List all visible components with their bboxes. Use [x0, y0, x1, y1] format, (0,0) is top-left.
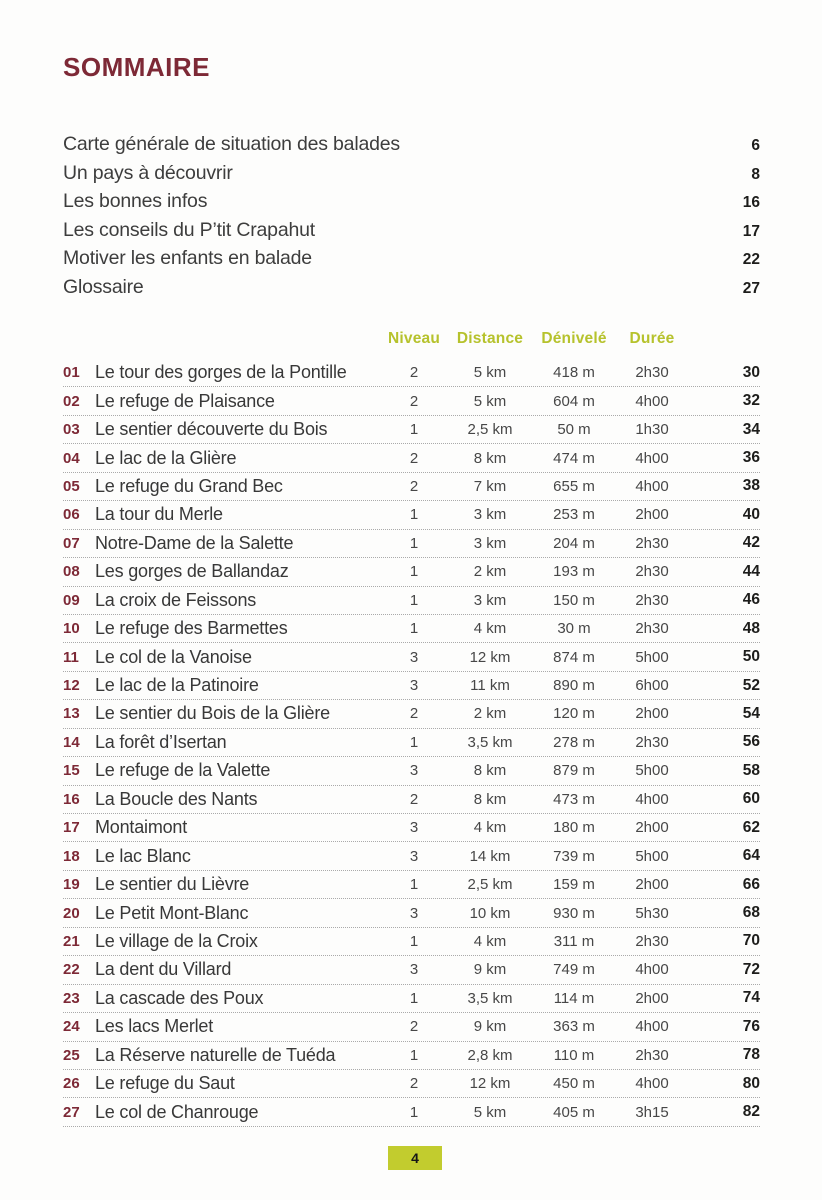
- row-distance-value: 3 km: [473, 591, 507, 609]
- row-niveau-value: 1: [409, 506, 419, 524]
- row-duree-value: 2h30: [635, 932, 669, 950]
- row-number: 23: [63, 989, 80, 1007]
- intro-item-label: Carte générale de situation des balades: [63, 133, 400, 155]
- table-row: [63, 672, 760, 700]
- row-number: 09: [63, 591, 80, 609]
- table-row: [63, 359, 760, 387]
- row-distance-value: 3,5 km: [467, 733, 513, 751]
- table-row: [63, 416, 760, 444]
- row-route-title: Le refuge de Plaisance: [95, 390, 275, 411]
- row-number: 20: [63, 904, 80, 922]
- row-page-number: 72: [742, 960, 760, 978]
- row-denivele-value: 50 m: [557, 421, 591, 439]
- row-distance-value: 8 km: [473, 762, 507, 780]
- row-denivele-value: 110 m: [553, 1046, 595, 1064]
- row-duree-value: 4h00: [635, 449, 669, 467]
- row-denivele-value: 418 m: [553, 364, 595, 382]
- row-denivele-value: 311 m: [553, 932, 595, 950]
- row-niveau-value: 1: [409, 421, 419, 439]
- table-body: [63, 359, 760, 1127]
- row-distance-value: 9 km: [473, 1018, 507, 1036]
- row-denivele-value: 150 m: [553, 591, 595, 609]
- row-number: 02: [63, 392, 80, 410]
- intro-item-page-number: 6: [751, 137, 760, 154]
- row-number: 03: [63, 421, 80, 439]
- row-duree-value: 5h00: [635, 847, 669, 865]
- row-niveau-value: 2: [409, 392, 419, 410]
- row-duree-value: 2h30: [635, 620, 669, 638]
- row-distance-value: 11 km: [470, 677, 510, 695]
- row-distance-value: 5 km: [473, 364, 507, 382]
- row-route-title: Le lac de la Patinoire: [95, 675, 259, 696]
- row-duree-value: 2h00: [635, 876, 669, 894]
- row-denivele-value: 474 m: [553, 449, 595, 467]
- row-number: 10: [63, 620, 80, 638]
- row-distance-value: 8 km: [473, 790, 507, 808]
- row-duree-value: 2h30: [635, 733, 669, 751]
- row-page-number: 60: [742, 790, 760, 808]
- row-number: 04: [63, 449, 80, 467]
- row-number: 13: [63, 705, 80, 723]
- row-denivele-value: 655 m: [553, 477, 595, 495]
- row-distance-value: 7 km: [473, 477, 507, 495]
- intro-item: [63, 133, 760, 162]
- row-route-title: Le tour des gorges de la Pontille: [95, 362, 347, 383]
- row-niveau-value: 1: [409, 534, 419, 552]
- table-row: [63, 1098, 760, 1126]
- row-duree-value: 5h00: [635, 648, 669, 666]
- intro-item-page-number: 8: [751, 165, 760, 183]
- row-denivele-value: 30 m: [557, 620, 591, 638]
- row-number: 19: [63, 876, 80, 894]
- footer-page-number: 4: [411, 1150, 419, 1166]
- row-distance-value: 2 km: [473, 705, 507, 723]
- row-page-number: 36: [742, 449, 760, 467]
- table-row: [63, 1070, 760, 1098]
- row-denivele-value: 739 m: [553, 847, 595, 865]
- row-page-number: 80: [742, 1074, 760, 1092]
- row-page-number: 58: [742, 761, 760, 779]
- table-row: [63, 928, 760, 956]
- row-duree-value: 2h30: [635, 364, 669, 382]
- row-route-title: Le lac de la Glière: [95, 447, 237, 468]
- row-niveau-value: 3: [409, 762, 419, 780]
- row-duree-value: 4h00: [635, 1075, 669, 1093]
- row-niveau-value: 2: [409, 449, 419, 467]
- table-row: [63, 530, 760, 558]
- row-distance-value: 5 km: [473, 392, 507, 410]
- intro-item: [63, 276, 760, 305]
- row-page-number: 54: [742, 704, 760, 722]
- row-duree-value: 5h00: [635, 762, 669, 780]
- row-denivele-value: 604 m: [553, 392, 595, 410]
- row-distance-value: 3 km: [473, 534, 507, 552]
- row-route-title: Le refuge des Barmettes: [95, 618, 288, 639]
- table-row: [63, 757, 760, 785]
- row-duree-value: 4h00: [635, 477, 669, 495]
- intro-item-label: Les bonnes infos: [63, 190, 208, 213]
- row-distance-value: 4 km: [473, 819, 507, 837]
- row-niveau-value: 1: [409, 989, 419, 1007]
- row-distance-value: 2,5 km: [467, 421, 513, 439]
- row-number: 07: [63, 534, 80, 552]
- row-route-title: Le refuge de la Valette: [95, 760, 271, 781]
- row-denivele-value: 405 m: [553, 1103, 595, 1121]
- footer-page-number-badge: [388, 1146, 442, 1170]
- row-duree-value: 1h30: [635, 421, 669, 439]
- table-row: [63, 473, 760, 501]
- table-row: [63, 899, 760, 927]
- row-duree-value: 3h15: [635, 1103, 669, 1121]
- intro-list: [63, 133, 760, 305]
- row-route-title: La forêt d’Isertan: [95, 731, 227, 752]
- row-distance-value: 4 km: [473, 620, 507, 638]
- row-duree-value: 4h00: [635, 392, 669, 410]
- row-denivele-value: 874 m: [553, 648, 595, 666]
- table-row: [63, 387, 760, 415]
- row-niveau-value: 3: [409, 677, 419, 695]
- intro-item-page-number: 27: [742, 279, 760, 297]
- row-page-number: 46: [742, 591, 760, 609]
- table-header-row: [63, 329, 760, 349]
- row-route-title: La tour du Merle: [95, 504, 223, 525]
- row-number: 27: [63, 1103, 80, 1121]
- table-row: [63, 871, 760, 899]
- row-number: 18: [63, 847, 80, 865]
- row-niveau-value: 1: [409, 1103, 419, 1121]
- row-route-title: Le village de la Croix: [95, 930, 258, 951]
- row-page-number: 66: [742, 875, 760, 893]
- table-row: [63, 615, 760, 643]
- row-number: 12: [63, 677, 80, 695]
- intro-item-page-number: 16: [742, 194, 760, 212]
- row-distance-value: 10 km: [469, 904, 511, 922]
- row-denivele-value: 253 m: [553, 506, 595, 524]
- intro-item-label: Les conseils du P’tit Crapahut: [63, 218, 315, 241]
- row-distance-value: 9 km: [473, 961, 507, 979]
- row-duree-value: 6h00: [635, 677, 669, 695]
- row-denivele-value: 114 m: [553, 989, 595, 1007]
- row-page-number: 78: [742, 1046, 760, 1064]
- row-route-title: La Réserve naturelle de Tuéda: [95, 1044, 336, 1065]
- row-duree-value: 2h30: [635, 591, 669, 609]
- row-number: 11: [63, 648, 79, 666]
- row-route-title: Montaimont: [95, 817, 188, 838]
- intro-item: [63, 162, 760, 191]
- column-header-duree: Durée: [629, 330, 675, 347]
- column-header-denivele: Dénivelé: [541, 330, 607, 347]
- row-number: 01: [63, 364, 80, 382]
- row-niveau-value: 2: [409, 364, 419, 382]
- row-niveau-value: 3: [409, 961, 419, 979]
- row-duree-value: 2h00: [635, 506, 669, 524]
- intro-item: [63, 219, 760, 248]
- row-number: 17: [63, 819, 80, 837]
- row-duree-value: 2h00: [635, 989, 669, 1007]
- row-denivele-value: 363 m: [553, 1018, 595, 1036]
- row-niveau-value: 2: [409, 705, 419, 723]
- row-distance-value: 2,8 km: [467, 1046, 513, 1064]
- row-niveau-value: 1: [409, 563, 419, 581]
- row-niveau-value: 3: [409, 819, 419, 837]
- table-row: [63, 700, 760, 728]
- row-duree-value: 2h30: [635, 534, 669, 552]
- row-page-number: 50: [742, 648, 760, 666]
- row-page-number: 82: [742, 1103, 760, 1121]
- row-denivele-value: 749 m: [553, 961, 595, 979]
- row-number: 14: [63, 733, 80, 751]
- row-number: 05: [63, 477, 80, 495]
- table-row: [63, 985, 760, 1013]
- table-row: [63, 786, 760, 814]
- row-denivele-value: 890 m: [553, 677, 595, 695]
- row-niveau-value: 1: [409, 733, 419, 751]
- row-page-number: 42: [742, 534, 760, 552]
- row-page-number: 70: [742, 932, 760, 950]
- row-page-number: 76: [742, 1017, 760, 1035]
- row-niveau-value: 2: [409, 1018, 419, 1036]
- row-denivele-value: 278 m: [553, 733, 595, 751]
- row-route-title: La cascade des Poux: [95, 987, 264, 1008]
- row-number: 26: [63, 1075, 80, 1093]
- row-distance-value: 5 km: [473, 1103, 507, 1121]
- row-niveau-value: 2: [409, 477, 419, 495]
- row-distance-value: 12 km: [469, 648, 511, 666]
- row-number: 24: [63, 1018, 80, 1036]
- row-route-title: Le col de Chanrouge: [95, 1101, 259, 1122]
- row-duree-value: 2h00: [635, 705, 669, 723]
- row-page-number: 56: [742, 733, 760, 751]
- row-route-title: Le sentier du Bois de la Glière: [95, 703, 330, 724]
- row-page-number: 34: [742, 420, 760, 438]
- row-route-title: Le sentier du Lièvre: [95, 874, 250, 895]
- row-duree-value: 2h30: [635, 1046, 669, 1064]
- column-header-distance: Distance: [456, 330, 524, 347]
- row-number: 25: [63, 1046, 80, 1064]
- row-duree-value: 4h00: [635, 961, 669, 979]
- row-page-number: 44: [742, 562, 760, 580]
- row-denivele-value: 450 m: [553, 1075, 595, 1093]
- intro-item-label: Glossaire: [63, 275, 144, 298]
- row-route-title: Notre-Dame de la Salette: [95, 532, 294, 553]
- row-distance-value: 2 km: [473, 563, 507, 581]
- row-page-number: 62: [742, 818, 760, 836]
- row-niveau-value: 1: [409, 1046, 419, 1064]
- row-route-title: Le refuge du Grand Bec: [95, 475, 283, 496]
- row-duree-value: 4h00: [635, 1018, 669, 1036]
- row-route-title: Les lacs Merlet: [95, 1016, 214, 1037]
- row-page-number: 32: [742, 392, 760, 410]
- table-row: [63, 814, 760, 842]
- table-row: [63, 1042, 760, 1070]
- row-page-number: 64: [742, 847, 760, 865]
- row-denivele-value: 159 m: [553, 876, 595, 894]
- row-distance-value: 14 km: [469, 847, 511, 865]
- row-page-number: 30: [742, 363, 760, 381]
- row-niveau-value: 3: [409, 904, 419, 922]
- row-denivele-value: 879 m: [553, 762, 595, 780]
- table-row: [63, 1013, 760, 1041]
- row-distance-value: 3,5 km: [467, 989, 513, 1007]
- row-denivele-value: 473 m: [553, 790, 595, 808]
- row-number: 22: [63, 961, 80, 979]
- table-row: [63, 729, 760, 757]
- page-title: SOMMAIRE: [63, 52, 210, 82]
- row-distance-value: 4 km: [473, 932, 507, 950]
- column-header-niveau: Niveau: [387, 330, 441, 347]
- row-page-number: 74: [742, 989, 760, 1007]
- intro-item: [63, 247, 760, 276]
- table-row: [63, 956, 760, 984]
- intro-item: [63, 190, 760, 219]
- row-number: 16: [63, 790, 80, 808]
- row-number: 06: [63, 506, 80, 524]
- row-page-number: 52: [742, 676, 760, 694]
- row-duree-value: 4h00: [635, 790, 669, 808]
- row-page-number: 40: [742, 505, 760, 523]
- row-niveau-value: 3: [409, 847, 419, 865]
- row-route-title: La croix de Feissons: [95, 589, 257, 610]
- intro-item-label: Motiver les enfants en balade: [63, 247, 312, 270]
- row-route-title: Le sentier découverte du Bois: [95, 419, 328, 440]
- row-page-number: 68: [742, 904, 760, 922]
- row-route-title: La dent du Villard: [95, 959, 232, 980]
- row-niveau-value: 1: [409, 876, 419, 894]
- row-distance-value: 8 km: [473, 449, 507, 467]
- row-distance-value: 3 km: [473, 506, 507, 524]
- row-route-title: Le lac Blanc: [95, 845, 191, 866]
- row-number: 15: [63, 762, 80, 780]
- row-duree-value: 5h30: [635, 904, 669, 922]
- row-niveau-value: 2: [409, 1075, 419, 1093]
- intro-item-label: Un pays à découvrir: [63, 161, 233, 184]
- row-niveau-value: 1: [409, 932, 419, 950]
- row-distance-value: 2,5 km: [467, 876, 513, 894]
- row-page-number: 48: [742, 619, 760, 637]
- table-row: [63, 444, 760, 472]
- table-row: [63, 587, 760, 615]
- row-route-title: Le refuge du Saut: [95, 1073, 235, 1094]
- row-denivele-value: 204 m: [553, 534, 595, 552]
- row-page-number: 38: [742, 477, 760, 495]
- row-denivele-value: 930 m: [553, 904, 595, 922]
- row-duree-value: 2h00: [635, 819, 669, 837]
- row-number: 08: [63, 563, 80, 581]
- row-route-title: Le col de la Vanoise: [95, 646, 252, 667]
- row-niveau-value: 2: [409, 790, 419, 808]
- row-route-title: Le Petit Mont-Blanc: [95, 902, 249, 923]
- row-denivele-value: 180 m: [553, 819, 595, 837]
- intro-item-page-number: 22: [742, 251, 760, 269]
- row-niveau-value: 1: [409, 620, 419, 638]
- row-denivele-value: 120 m: [553, 705, 595, 723]
- table-row: [63, 501, 760, 529]
- table-row: [63, 643, 760, 671]
- row-distance-value: 12 km: [469, 1075, 511, 1093]
- row-route-title: La Boucle des Nants: [95, 788, 258, 809]
- row-niveau-value: 3: [409, 648, 419, 666]
- row-number: 21: [63, 932, 80, 950]
- row-niveau-value: 1: [409, 591, 419, 609]
- table-row: [63, 558, 760, 586]
- row-denivele-value: 193 m: [553, 563, 595, 581]
- row-duree-value: 2h30: [635, 563, 669, 581]
- row-route-title: Les gorges de Ballandaz: [95, 561, 289, 582]
- intro-item-page-number: 17: [742, 222, 760, 240]
- table-row: [63, 842, 760, 870]
